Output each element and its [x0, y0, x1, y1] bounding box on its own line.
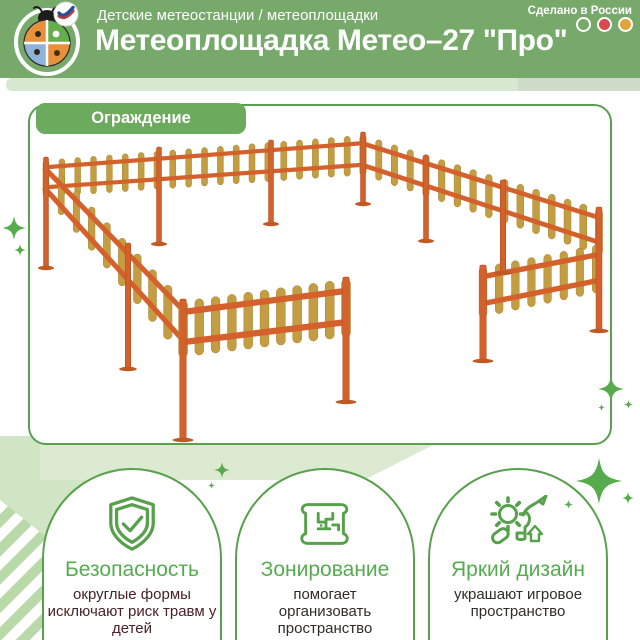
- flag-dot-red: [597, 17, 612, 32]
- header: [0, 0, 640, 78]
- design-idea-icon: [487, 495, 549, 553]
- flag-dot-orange: [618, 17, 633, 32]
- feature-title: Зонирование: [260, 558, 390, 581]
- flag-dots: [576, 17, 633, 32]
- feature-title: Яркий дизайн: [451, 558, 585, 581]
- sparkle-icon: [0, 214, 34, 264]
- feature-card-safety: [42, 468, 222, 640]
- flag-dot-white: [576, 17, 591, 32]
- blueprint-icon: [294, 498, 356, 550]
- shield-check-icon: [105, 495, 159, 553]
- feature-text: округлые формы исключают риск травм у детей: [47, 586, 217, 637]
- sparkle-icon: [206, 460, 236, 494]
- made-in-russia-label: Сделано в России: [527, 5, 632, 17]
- header-underline-band-right: [518, 78, 640, 91]
- header-subtitle: Детские метеостанции / метеоплощадки: [97, 7, 379, 24]
- feature-card-zoning: [235, 468, 415, 640]
- illustration-panel: [28, 104, 612, 445]
- fence-illustration: [31, 107, 611, 444]
- feature-text: помогает организовать пространство: [277, 586, 373, 637]
- page-title: Метеоплощадка Метео–27 "Про": [95, 24, 568, 57]
- feature-title: Безопасность: [65, 558, 199, 581]
- section-tab: Ограждение: [36, 103, 246, 134]
- russia-check-icon: [52, 0, 80, 28]
- sparkle-icon: [560, 456, 640, 520]
- sparkle-icon: [596, 374, 640, 420]
- feature-text: украшают игровое пространство: [453, 586, 583, 620]
